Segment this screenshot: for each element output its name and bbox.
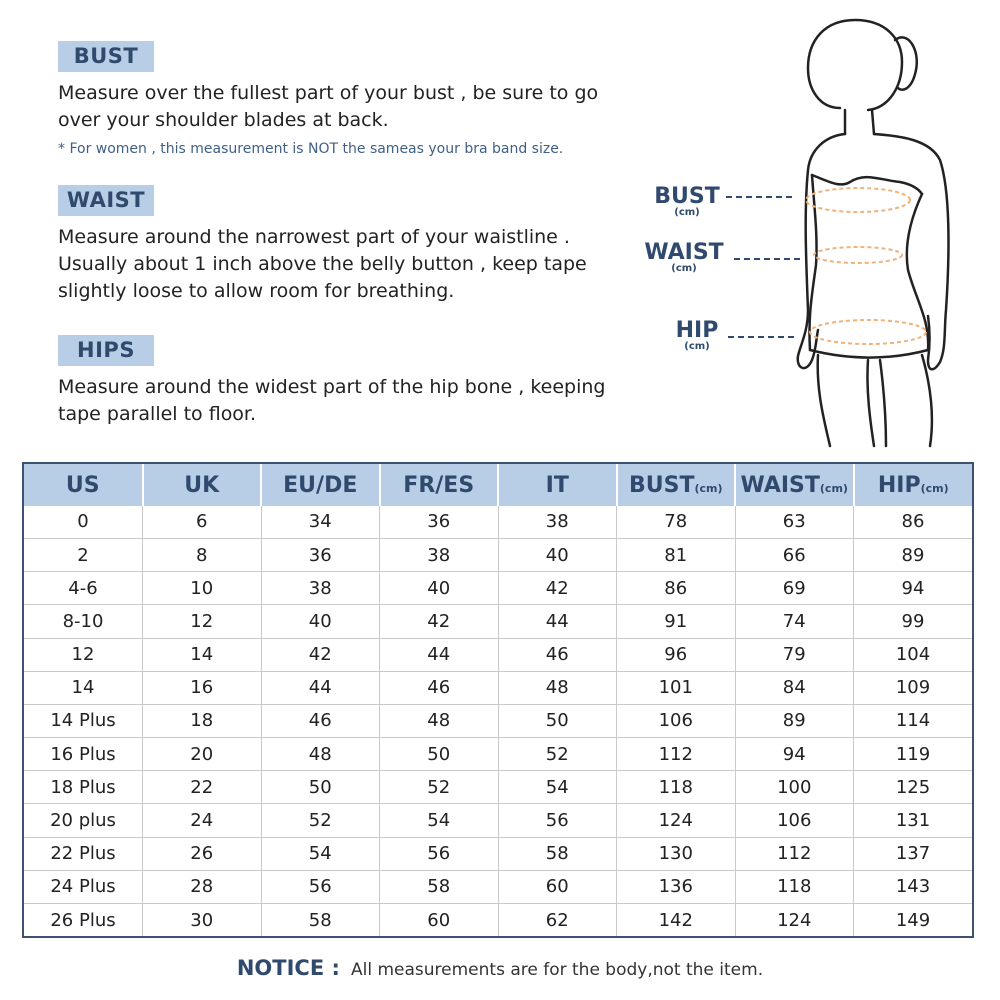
header-bust-unit: (cm) xyxy=(694,481,723,495)
table-cell: 142 xyxy=(617,904,736,937)
table-cell: 38 xyxy=(380,538,499,571)
waist-leader-line xyxy=(734,258,800,260)
table-cell: 100 xyxy=(735,771,854,804)
header-waist-unit: (cm) xyxy=(819,481,848,495)
table-cell: 42 xyxy=(261,638,380,671)
table-cell: 58 xyxy=(498,837,617,870)
table-cell: 36 xyxy=(261,538,380,571)
table-cell: 34 xyxy=(261,506,380,538)
waist-desc-line: Measure around the narrowest part of your waistline . xyxy=(58,226,570,248)
table-cell: 125 xyxy=(854,771,973,804)
table-cell: 38 xyxy=(261,572,380,605)
waist-desc-line: Usually about 1 inch above the belly button , keep tape xyxy=(58,253,587,275)
table-cell: 22 Plus xyxy=(24,837,143,870)
waist-description xyxy=(58,224,618,305)
table-row xyxy=(24,870,972,903)
header-waist xyxy=(735,464,854,506)
table-cell: 124 xyxy=(735,904,854,937)
table-cell: 66 xyxy=(735,538,854,571)
notice xyxy=(0,956,1000,980)
table-cell: 28 xyxy=(143,870,262,903)
bust-leader-line xyxy=(726,196,792,198)
table-cell: 46 xyxy=(498,638,617,671)
table-cell: 104 xyxy=(854,638,973,671)
table-cell: 24 Plus xyxy=(24,870,143,903)
table-cell: 18 Plus xyxy=(24,771,143,804)
table-cell: 89 xyxy=(735,704,854,737)
table-cell: 50 xyxy=(380,738,499,771)
body-outline-illustration xyxy=(640,10,980,450)
table-cell: 124 xyxy=(617,804,736,837)
table-row xyxy=(24,771,972,804)
table-cell: 101 xyxy=(617,671,736,704)
left-leg xyxy=(818,355,830,446)
table-cell: 10 xyxy=(143,572,262,605)
table-cell: 14 Plus xyxy=(24,704,143,737)
hips-section xyxy=(58,335,618,428)
table-row xyxy=(24,704,972,737)
table-body xyxy=(24,506,972,936)
table-cell: 44 xyxy=(261,671,380,704)
table-cell: 40 xyxy=(261,605,380,638)
table-cell: 62 xyxy=(498,904,617,937)
dress-top xyxy=(812,175,922,194)
table-row xyxy=(24,837,972,870)
table-cell: 149 xyxy=(895,909,931,931)
figure-waist-label xyxy=(644,242,724,274)
table-cell: 60 xyxy=(380,904,499,937)
table-cell: 89 xyxy=(854,538,973,571)
hips-desc-line: tape parallel to floor. xyxy=(58,403,257,425)
bust-section xyxy=(58,41,618,163)
table-cell: 30 xyxy=(143,904,262,937)
table-cell: 44 xyxy=(380,638,499,671)
table-cell: 20 xyxy=(143,738,262,771)
table-cell: 78 xyxy=(617,506,736,538)
header-hip-unit: (cm) xyxy=(920,481,949,495)
table-cell: 79 xyxy=(735,638,854,671)
torso-left xyxy=(809,175,816,350)
table-cell: 48 xyxy=(380,704,499,737)
table-cell: 143 xyxy=(854,870,973,903)
table-row xyxy=(24,506,972,538)
table-cell: 4-6 xyxy=(24,572,143,605)
table-cell: 58 xyxy=(261,904,380,937)
table-cell: 86 xyxy=(854,506,973,538)
table-row xyxy=(24,904,972,937)
table-cell: 74 xyxy=(735,605,854,638)
table-cell: 52 xyxy=(498,738,617,771)
table-cell: 118 xyxy=(617,771,736,804)
table-cell: 54 xyxy=(380,804,499,837)
table-cell: 6 xyxy=(143,506,262,538)
table-cell: 69 xyxy=(735,572,854,605)
header-hip-text: HIP xyxy=(877,472,921,498)
table-cell: 46 xyxy=(261,704,380,737)
table-cell: 14 xyxy=(143,638,262,671)
waist-section xyxy=(58,185,618,305)
table-cell: 14 xyxy=(24,671,143,704)
bust-tape xyxy=(806,188,910,212)
figure-waist-text: WAIST xyxy=(644,240,724,265)
table-cell: 2 xyxy=(24,538,143,571)
table-row xyxy=(24,538,972,571)
figure-bust-label xyxy=(654,186,720,218)
table-cell: 63 xyxy=(735,506,854,538)
table-cell: 8 xyxy=(143,538,262,571)
table-cell: 36 xyxy=(380,506,499,538)
table-cell: 16 Plus xyxy=(24,738,143,771)
table-cell: 42 xyxy=(380,605,499,638)
header-hip xyxy=(854,464,973,506)
table-header-row xyxy=(24,464,972,506)
table-cell: 54 xyxy=(261,837,380,870)
table-row xyxy=(24,572,972,605)
table-row xyxy=(24,605,972,638)
hips-description xyxy=(58,374,618,428)
size-table xyxy=(24,464,972,936)
inner-leg-2 xyxy=(880,360,886,446)
figure-hip-label xyxy=(664,320,730,352)
table-row xyxy=(24,638,972,671)
table-cell: 94 xyxy=(735,738,854,771)
table-cell: 81 xyxy=(617,538,736,571)
figure-bust-text: BUST xyxy=(654,184,720,209)
figure-bust-unit: (cm) xyxy=(674,207,700,218)
table-cell: 50 xyxy=(261,771,380,804)
hips-title: HIPS xyxy=(58,335,154,366)
hip-tape xyxy=(810,320,926,344)
notice-label: NOTICE : xyxy=(236,956,340,980)
table-cell: 94 xyxy=(854,572,973,605)
table-cell: 48 xyxy=(261,738,380,771)
table-cell: 131 xyxy=(854,804,973,837)
header-waist-text: WAIST xyxy=(740,472,820,498)
figure-hip-unit: (cm) xyxy=(684,341,710,352)
table-cell: 18 xyxy=(143,704,262,737)
table-cell: 16 xyxy=(143,671,262,704)
bust-title: BUST xyxy=(58,41,154,72)
table-cell: 58 xyxy=(380,870,499,903)
table-cell: 0 xyxy=(24,506,143,538)
header-us: US xyxy=(24,464,143,506)
table-row xyxy=(24,671,972,704)
bust-description xyxy=(58,80,618,163)
inner-leg xyxy=(867,360,874,446)
table-cell: 109 xyxy=(854,671,973,704)
table-cell: 12 xyxy=(24,638,143,671)
waist-tape xyxy=(814,247,902,263)
table-cell: 106 xyxy=(617,704,736,737)
waist-desc-line: slightly loose to allow room for breathing. xyxy=(58,280,455,302)
table-cell: 96 xyxy=(617,638,736,671)
table-cell: 26 Plus xyxy=(24,904,143,937)
dress-hem xyxy=(810,350,928,358)
table-cell: 86 xyxy=(617,572,736,605)
table-cell: 38 xyxy=(498,506,617,538)
table-cell: 52 xyxy=(261,804,380,837)
table-cell: 8-10 xyxy=(24,605,143,638)
table-cell: 106 xyxy=(735,804,854,837)
figure-hip-text: HIP xyxy=(675,318,719,343)
table-cell: 54 xyxy=(498,771,617,804)
table-cell: 119 xyxy=(854,738,973,771)
table-cell: 60 xyxy=(498,870,617,903)
waist-title: WAIST xyxy=(58,185,154,216)
notice-text: All measurements are for the body,not the item. xyxy=(350,960,764,980)
bust-desc-line: Measure over the fullest part of your bust , be sure to go xyxy=(58,82,599,104)
table-cell: 112 xyxy=(735,837,854,870)
table-cell: 44 xyxy=(498,605,617,638)
bust-desc-line: over your shoulder blades at back. xyxy=(58,109,389,131)
table-row xyxy=(24,738,972,771)
table-cell: 22 xyxy=(143,771,262,804)
table-cell: 56 xyxy=(380,837,499,870)
neck-outline xyxy=(845,110,874,134)
table-cell: 12 xyxy=(143,605,262,638)
header-eu-de: EU/DE xyxy=(261,464,380,506)
table-cell: 137 xyxy=(854,837,973,870)
table-cell: 99 xyxy=(854,605,973,638)
table-cell: 56 xyxy=(498,804,617,837)
table-cell: 24 xyxy=(143,804,262,837)
table-cell: 42 xyxy=(498,572,617,605)
table-cell: 46 xyxy=(380,671,499,704)
table-cell: 52 xyxy=(380,771,499,804)
table-cell: 84 xyxy=(735,671,854,704)
header-bust-text: BUST xyxy=(628,472,695,498)
table-cell: 40 xyxy=(498,538,617,571)
table-cell: 56 xyxy=(261,870,380,903)
table-cell: 48 xyxy=(498,671,617,704)
hips-desc-line: Measure around the widest part of the hip bone , keeping xyxy=(58,376,606,398)
table-cell: 130 xyxy=(617,837,736,870)
body-figure xyxy=(640,10,980,450)
right-arm-outline xyxy=(874,134,948,369)
figure-waist-unit: (cm) xyxy=(671,263,697,274)
table-cell: 112 xyxy=(617,738,736,771)
header-uk: UK xyxy=(143,464,262,506)
header-bust xyxy=(617,464,736,506)
table-cell: 40 xyxy=(380,572,499,605)
table-cell: 91 xyxy=(617,605,736,638)
table-cell: 114 xyxy=(854,704,973,737)
table-cell: 118 xyxy=(735,870,854,903)
header-fr-es: FR/ES xyxy=(380,464,499,506)
table-cell: 26 xyxy=(143,837,262,870)
size-chart-table xyxy=(22,462,974,938)
table-cell: 20 plus xyxy=(24,804,143,837)
bust-note: * For women , this measurement is NOT the sameas your bra band size. xyxy=(58,141,564,157)
table-row xyxy=(24,804,972,837)
header-it: IT xyxy=(498,464,617,506)
table-cell: 136 xyxy=(617,870,736,903)
hip-leader-line xyxy=(728,336,794,338)
table-cell: 50 xyxy=(498,704,617,737)
head-outline xyxy=(808,20,902,110)
